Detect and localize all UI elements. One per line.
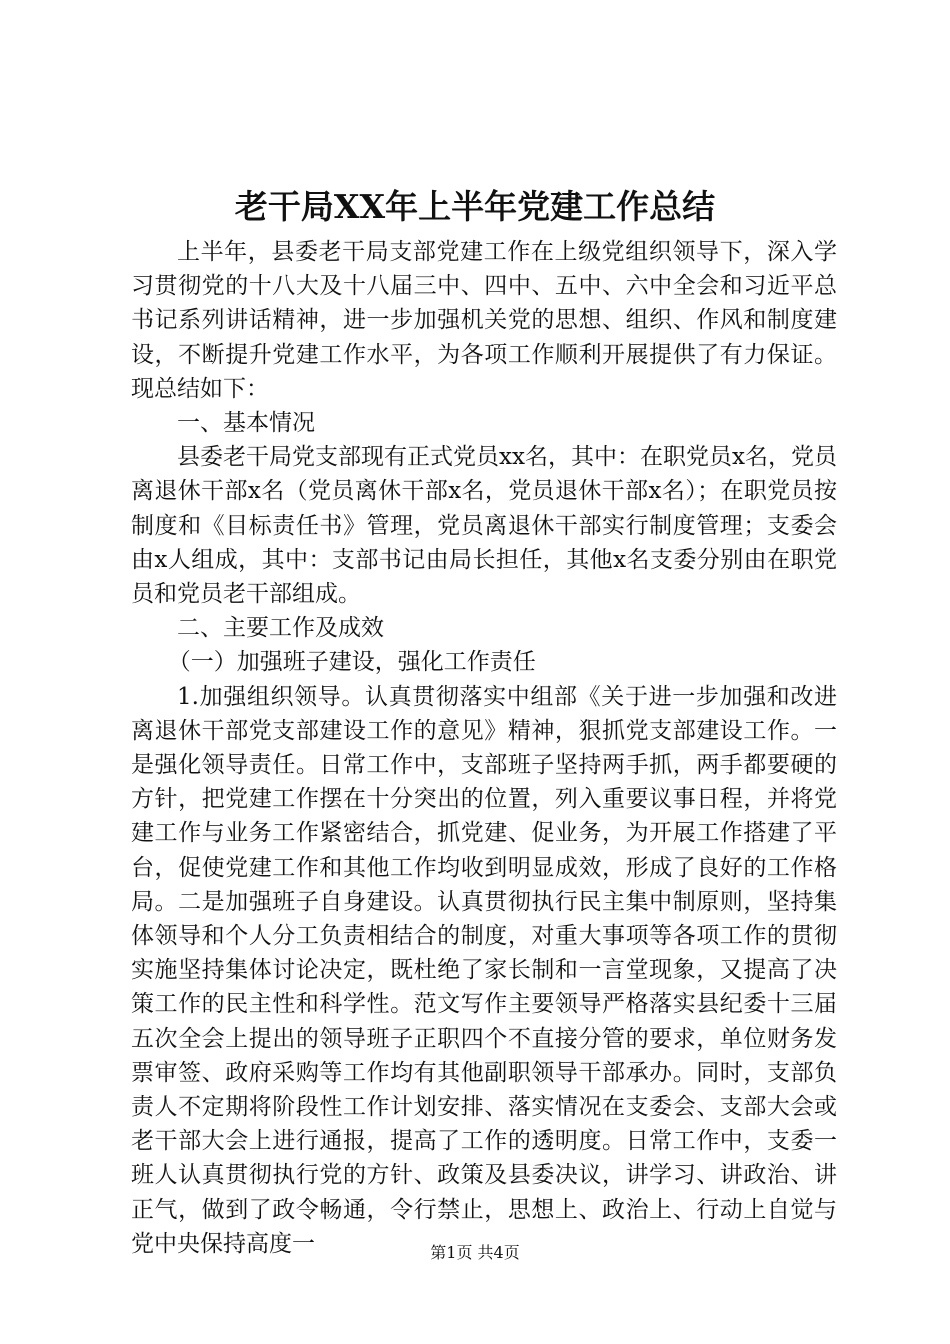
page-footer: 第1页 共4页	[430, 1243, 520, 1262]
section-heading-basic: 一、基本情况	[177, 410, 315, 437]
intro-paragraph: 上半年，县委老干局支部党建工作在上级党组织领导下，深入学习贯彻党的十八大及十八届三中、四中、五中、六中全会和习近平总书记系列讲话精神，进一步加强机关党的思想、组织、作风和制度建设，不断提升党建工作水平，为各项工作顺利开展提供了有力保证。现总结如下：	[131, 239, 837, 402]
subsection-heading-team: （一）加强班子建设，强化工作责任	[167, 649, 536, 676]
document-title: 老干局XX年上半年党建工作总结	[234, 187, 716, 226]
document-body	[131, 235, 837, 1261]
section-heading-main-work: 二、主要工作及成效	[177, 615, 384, 642]
basic-info-paragraph: 县委老干局党支部现有正式党员xx名，其中：在职党员x名，党员离退休干部x名（党员离休干部x名，党员退休干部x名）；在职党员按制度和《目标责任书》管理，党员离退休干部实行制度管理；支委会由x人组成，其中：支部书记由局长担任，其他x名支委分别由在职党员和党员老干部组成。	[131, 444, 837, 608]
leadership-paragraph: 1.加强组织领导。认真贯彻落实中组部《关于进一步加强和改进离退休干部党支部建设工作的意见》精神，狠抓党支部建设工作。一是强化领导责任。日常工作中，支部班子坚持两手抓，两手都要硬的方针，把党建工作摆在十分突出的位置，列入重要议事日程，并将党建工作与业务工作紧密结合，抓党建、促业务，为开展工作搭建了平台，促使党建工作和其他工作均收到明显成效，形成了良好的工作格局。二是加强班子自身建设。认真贯彻执行民主集中制原则，坚持集体领导和个人分工负责相结合的制度，对重大事项等各项工作的贯彻实施坚持集体讨论决定，既杜绝了家长制和一言堂现象，又提高了决策工作的民主性和科学性。范文写作主要领导严格落实县纪委十三届五次全会上提出的领导班子正职四个不直接分管的要求，单位财务发票审签、政府采购等工作均有其他副职领导干部承办。同时，支部负责人不定期将阶段性工作计划安排、落实情况在支委会、支部大会或老干部大会上进行通报，提高了工作的透明度。日常工作中，支委一班人认真贯彻执行党的方针、政策及县委决议，讲学习、讲政治、讲正气，做到了政令畅通，令行禁止，思想上、政治上、行动上自觉与党中央保持高度一	[131, 683, 837, 1257]
